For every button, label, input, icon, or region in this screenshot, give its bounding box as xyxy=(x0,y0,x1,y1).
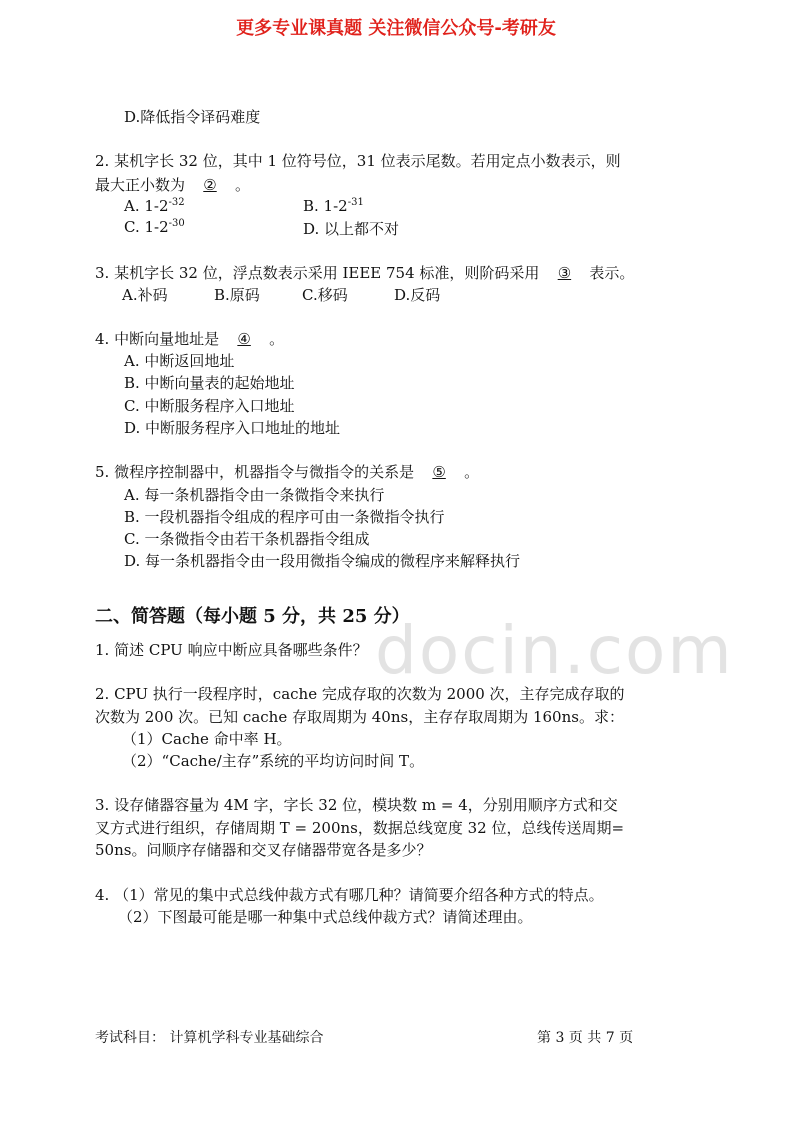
s3-line1: 3. 设存储器容量为 4M 字，字长 32 位，模块数 m = 4，分别用顺序方式和交 xyxy=(95,796,618,814)
q4-option-b: B. 中断向量表的起始地址 xyxy=(124,374,295,392)
q4-prefix: 4. 中断向量地址是 xyxy=(95,330,220,348)
s1-question: 1. 简述 CPU 响应中断应具备哪些条件？ xyxy=(95,641,368,659)
q4-suffix: 。 xyxy=(269,330,285,348)
q3-option-d: D.反码 xyxy=(394,286,441,304)
q4-blank: ④ xyxy=(237,330,251,348)
s2-sub2: （2）“Cache/主存”系统的平均访问时间 T。 xyxy=(122,752,425,770)
q3-prefix: 3. 某机字长 32 位，浮点数表示采用 IEEE 754 标准，则阶码采用 xyxy=(95,264,540,282)
q2-option-a-exp: -32 xyxy=(168,197,185,208)
s4-line2: （2）下图最可能是哪一种集中式总线仲裁方式？请简述理由。 xyxy=(118,908,533,926)
q3-blank: ③ xyxy=(557,264,572,282)
s4-line1: 4. （1）常见的集中式总线仲裁方式有哪几种？请简要介绍各种方式的特点。 xyxy=(95,886,604,904)
footer-subject: 考试科目： 计算机学科专业基础综合 xyxy=(95,1030,324,1046)
q2-line2-suffix: 。 xyxy=(235,176,251,194)
s2-line1: 2. CPU 执行一段程序时，cache 完成存取的次数为 2000 次，主存完成存取的 xyxy=(95,685,625,703)
s3-line3: 50ns。问顺序存储器和交叉存储器带宽各是多少？ xyxy=(95,841,432,859)
q3-option-a: A.补码 xyxy=(122,286,168,304)
q4-line1 xyxy=(95,328,284,349)
q3-option-b: B.原码 xyxy=(214,286,260,304)
q2-option-b-exp: -31 xyxy=(347,197,364,208)
q2-option-b xyxy=(303,197,364,215)
promo-banner: 更多专业课真题 关注微信公众号-考研友 xyxy=(236,18,556,39)
q3-option-c: C.移码 xyxy=(302,286,348,304)
s2-line2: 次数为 200 次。已知 cache 存取周期为 40ns，主存存取周期为 160ns。求： xyxy=(95,708,624,726)
s3-line2: 叉方式进行组织，存储周期 T = 200ns，数据总线宽度 32 位，总线传送周期= xyxy=(95,819,625,837)
footer-page-number: 第 3 页 共 7 页 xyxy=(537,1030,634,1046)
q4-option-c: C. 中断服务程序入口地址 xyxy=(124,397,295,415)
q5-option-d: D. 每一条机器指令由一段用微指令编成的微程序来解释执行 xyxy=(124,552,521,570)
q2-blank: ② xyxy=(203,176,217,194)
q5-blank: ⑤ xyxy=(432,463,446,481)
q2-option-d: D. 以上都不对 xyxy=(303,220,400,238)
section-2-title: 二、简答题（每小题 5 分，共 25 分） xyxy=(95,606,410,627)
q2-option-b-base: B. 1-2 xyxy=(303,197,348,215)
q5-option-c: C. 一条微指令由若干条机器指令组成 xyxy=(124,530,370,548)
q5-option-b: B. 一段机器指令组成的程序可由一条微指令执行 xyxy=(124,508,445,526)
q2-option-a-base: A. 1-2 xyxy=(124,197,169,215)
watermark: docin.com xyxy=(375,612,734,689)
q2-option-c xyxy=(124,218,185,236)
q4-option-d: D. 中断服务程序入口地址的地址 xyxy=(124,419,341,437)
s2-sub1: （1）Cache 命中率 H。 xyxy=(122,730,292,748)
q2-line2-prefix: 最大正小数为 xyxy=(95,176,186,194)
q2-option-c-exp: -30 xyxy=(168,218,185,229)
q5-option-a: A. 每一条机器指令由一条微指令来执行 xyxy=(124,486,385,504)
q2-line1: 2. 某机字长 32 位，其中 1 位符号位，31 位表示尾数。若用定点小数表示，则 xyxy=(95,152,621,170)
q2-line2 xyxy=(95,174,250,195)
q4-option-a: A. 中断返回地址 xyxy=(124,352,235,370)
q3-suffix: 表示。 xyxy=(589,264,635,282)
q2-option-c-base: C. 1-2 xyxy=(124,218,169,236)
q5-suffix: 。 xyxy=(464,463,480,481)
q1-option-d: D.降低指令译码难度 xyxy=(124,108,261,126)
q3-line1 xyxy=(95,262,634,283)
q5-prefix: 5. 微程序控制器中，机器指令与微指令的关系是 xyxy=(95,463,415,481)
q5-line1 xyxy=(95,461,479,482)
q2-option-a xyxy=(124,197,185,215)
